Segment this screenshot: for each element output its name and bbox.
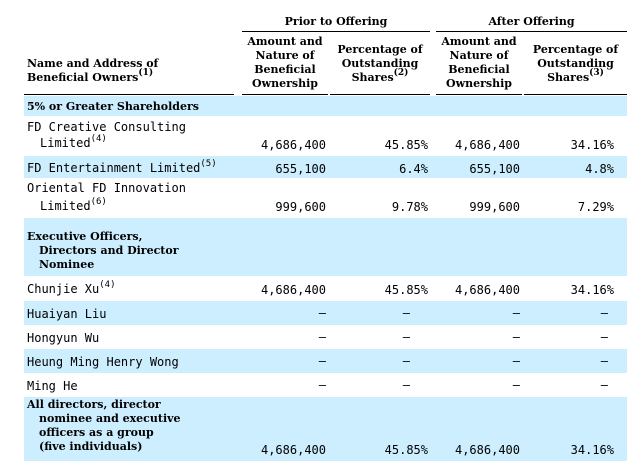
table-row: FD Creative Consulting Limited$^{(4)}$ 4,686,400 45.85% 4,686,400 34.16% (27, 120, 614, 152)
table-row: Oriental FD Innovation Limited$^{(6)}$ 999,600 9.78% 999,600 7.29% (27, 181, 614, 214)
column-header-amount-prior: Amount and Nature of Beneficial Ownership (247, 35, 323, 90)
table-row: Huaiyan Liu — — — — (27, 306, 608, 321)
header-rule-amount-prior (242, 94, 328, 95)
section-title-five-pct: 5% or Greater Shareholders (27, 100, 199, 113)
group-rule-after (436, 31, 627, 32)
group-header-prior: Prior to Offering (284, 15, 388, 28)
table-row: Ming He — — — — (27, 378, 608, 393)
column-header-pct-prior: Percentage of Outstanding Shares$^{(2)}$ (337, 43, 423, 84)
header-rule-name (24, 94, 234, 95)
header-rule-amount-after (436, 94, 522, 95)
table-row: Chunjie Xu$^{(4)}$ 4,686,400 45.85% 4,686,400 34.16% (27, 280, 614, 297)
table-row: Hongyun Wu — — — — (27, 330, 608, 345)
total-label: All directors, director nominee and executive officers as a group (five individuals) (27, 398, 181, 453)
total-row: All directors, director nominee and executive officers as a group (five individuals) 4,686,400 45.85% 4,686,400 34.16% (27, 398, 614, 457)
table-row: FD Entertainment Limited$^{(5)}$ 655,100 6.4% 655,100 4.8% (27, 159, 614, 176)
column-header-amount-after: Amount and Nature of Beneficial Ownership (441, 35, 517, 90)
column-header-name: Name and Address of Beneficial Owners$^{(1)}$ (27, 57, 159, 84)
group-rule-prior (242, 31, 430, 32)
group-header-after: After Offering (488, 15, 575, 28)
column-header-pct-after: Percentage of Outstanding Shares$^{(3)}$ (532, 43, 619, 84)
table-row: Heung Ming Henry Wong — — — — (27, 354, 608, 369)
section-title-officers: Executive Officers, Directors and Director Nominee (27, 230, 179, 271)
header-rule-pct-after (524, 94, 627, 95)
header-rule-pct-prior (330, 94, 430, 95)
